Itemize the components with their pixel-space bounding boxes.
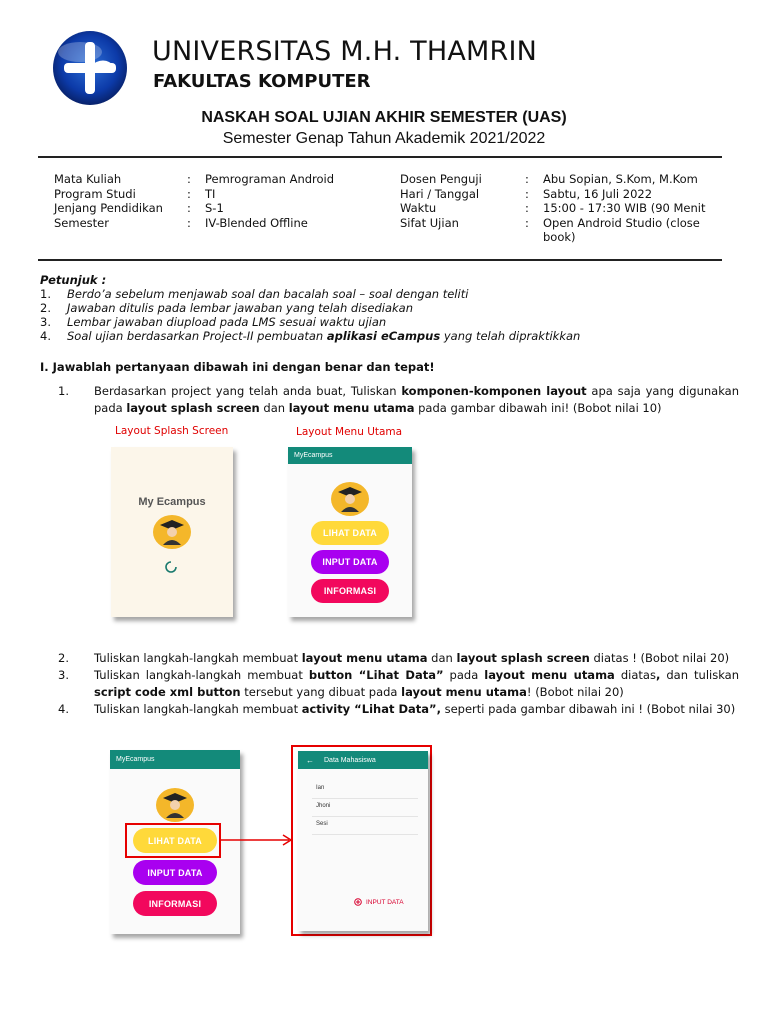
lihat-data-button[interactable]: LIHAT DATA	[133, 828, 217, 853]
info-sep: :	[187, 186, 191, 201]
splash-screen-mockup	[111, 447, 233, 617]
info-value: IV-Blended Offline	[205, 215, 308, 230]
university-name: UNIVERSITAS M.H. THAMRIN	[152, 36, 538, 67]
info-value: Open Android Studio (close	[543, 215, 700, 230]
info-value: Pemrograman Android	[205, 172, 335, 186]
info-value: Sabtu, 16 Juli 2022	[543, 186, 653, 201]
info-sep: :	[525, 201, 529, 216]
loading-spinner-icon	[163, 559, 179, 575]
header-divider	[38, 156, 722, 158]
splash-title: My Ecampus	[138, 496, 206, 508]
highlight-box	[125, 823, 221, 858]
info-sep: :	[525, 186, 529, 201]
menu-appbar: MyEcampus	[288, 447, 412, 464]
graduate-avatar-icon	[156, 788, 194, 822]
exam-subtitle: Semester Genap Tahun Akademik 2021/2022	[222, 130, 546, 147]
instruction-item	[40, 329, 580, 343]
info-value: 15:00 - 17:30 WIB (90 Menit	[543, 201, 706, 216]
instruction-text: Lembar jawaban diupload pada LMS sesuai waktu ujian	[67, 315, 387, 329]
question-text: Tuliskan langkah-langkah membuat layout menu utama dan layout splash screen diatas ! (Bobot nilai 20)	[94, 651, 730, 665]
graduate-avatar-icon	[153, 515, 191, 549]
arrow-right-icon	[221, 833, 297, 847]
question-text: Tuliskan langkah-langkah membuat button “Lihat Data” pada layout menu utama diatas, dan tuliskan script code xml button tersebut yang dibuat pada layout menu utama! (Bobot nilai 20)	[94, 668, 739, 699]
section-title: I. Jawablah pertanyaan dibawah ini dengan benar dan tepat!	[40, 360, 435, 374]
info-label: Semester	[54, 215, 109, 230]
instruction-num: 2.	[40, 301, 51, 315]
lihat-data-button[interactable]: LIHAT DATA	[311, 521, 389, 545]
info-label: Waktu	[400, 201, 437, 216]
info-value: book)	[543, 230, 576, 245]
add-circle-icon	[354, 898, 362, 906]
menu-screen-mockup	[288, 447, 412, 617]
instruction-text: Berdo’a sebelum menjawab soal dan bacalah soal – soal dengan teliti	[67, 287, 469, 301]
input-data-button[interactable]: INPUT DATA	[133, 860, 217, 885]
info-value: S-1	[205, 201, 224, 216]
info-value: TI	[205, 186, 216, 201]
instruction-num: 3.	[40, 315, 51, 329]
data-mahasiswa-mockup	[298, 751, 428, 931]
info-sep: :	[187, 215, 191, 230]
data-appbar	[298, 751, 428, 769]
question-number: 3.	[58, 668, 69, 682]
instruction-text: Jawaban ditulis pada lembar jawaban yang telah disediakan	[67, 301, 414, 315]
instruction-bold: aplikasi eCampus	[326, 329, 441, 343]
faculty-name: FAKULTAS KOMPUTER	[153, 71, 371, 92]
graduate-avatar-icon	[331, 482, 369, 516]
info-label: Sifat Ujian	[400, 215, 459, 230]
info-sep: :	[525, 215, 529, 230]
instruction-text: Soal ujian berdasarkan Project-II pembuatan	[67, 329, 327, 343]
question-text: Berdasarkan project yang telah anda buat, Tuliskan komponen-komponen layout apa saja yang digunakan pada layout splash screen dan layout menu utama pada gambar dibawah ini! (Bobot nilai 10)	[94, 384, 740, 415]
university-logo-icon	[52, 30, 128, 106]
informasi-button[interactable]: INFORMASI	[133, 891, 217, 916]
info-label: Jenjang Pendidikan	[54, 201, 163, 216]
list-item[interactable]: Ian	[312, 785, 418, 799]
back-arrow-icon[interactable]: ←	[306, 755, 314, 765]
caption-menu: Layout Menu Utama	[296, 426, 403, 438]
info-label: Mata Kuliah	[54, 172, 122, 186]
info-label: Program Studi	[54, 186, 136, 201]
question-text: Tuliskan langkah-langkah membuat activity “Lihat Data”, seperti pada gambar dibawah ini ! (Bobot nilai 30)	[94, 702, 736, 716]
info-sep: :	[187, 201, 191, 216]
question-number: 1.	[58, 384, 69, 398]
input-data-link[interactable]	[354, 898, 404, 906]
data-appbar-title: Data Mahasiswa	[324, 756, 376, 764]
info-sep: :	[525, 172, 529, 186]
instruction-text: yang telah dipraktikkan	[440, 329, 581, 343]
info-label: Dosen Penguji	[400, 172, 482, 186]
informasi-button[interactable]: INFORMASI	[311, 579, 389, 603]
caption-splash: Layout Splash Screen	[115, 425, 229, 437]
menu-appbar: MyEcampus	[110, 750, 240, 769]
instruction-item	[40, 301, 413, 315]
list-item[interactable]: Jhoni	[312, 803, 418, 817]
exam-title: NASKAH SOAL UJIAN AKHIR SEMESTER (UAS)	[201, 109, 567, 126]
instruction-num: 4.	[40, 329, 51, 343]
info-label: Hari / Tanggal	[400, 186, 480, 201]
instruction-item	[40, 287, 468, 301]
question-number: 4.	[58, 702, 69, 716]
input-data-label: INPUT DATA	[366, 898, 404, 906]
info-divider	[38, 259, 722, 261]
info-value: Abu Sopian, S.Kom, M.Kom	[543, 172, 698, 186]
input-data-button[interactable]: INPUT DATA	[311, 550, 389, 574]
question-number: 2.	[58, 651, 69, 665]
list-item[interactable]: Sesi	[312, 821, 418, 835]
instruction-item	[40, 315, 386, 329]
info-sep: :	[187, 172, 191, 186]
instructions-heading: Petunjuk :	[40, 273, 107, 287]
instruction-num: 1.	[40, 287, 51, 301]
